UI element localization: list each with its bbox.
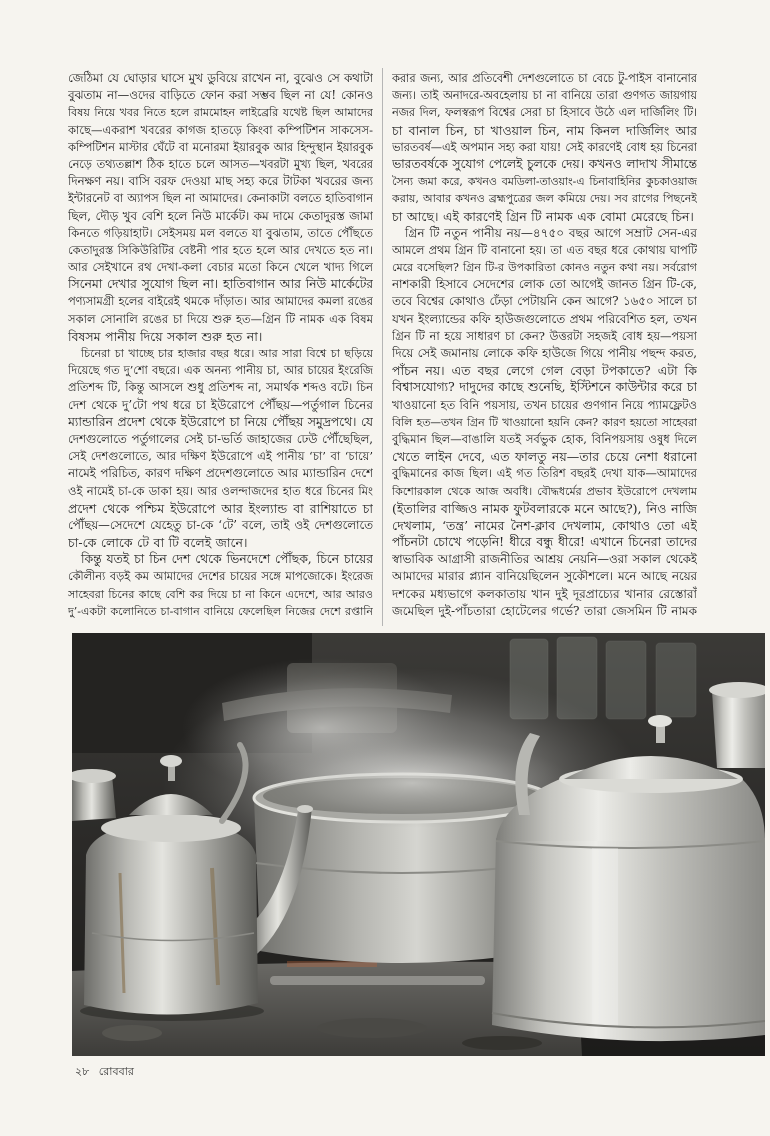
left-column-line: দিনক্ষণ নয়। বাসি বরফ দেওয়া মাছ সহ্য করে টাটকা খবরের জন্য — [68, 174, 373, 189]
left-column-line: জেঠিমা যে ঘোড়ার ঘাসে মুখ ডুবিয়ে রাখেন না, বুঝেও সে কথাটা — [68, 71, 373, 85]
right-column-line: বুদ্ধিমানের কাজ ছিল। এই গত তিরিশ বছরই দেখা যাক—আমাদের — [392, 466, 697, 481]
corner-pot-body — [712, 688, 765, 768]
right-column-line: দশকের মধ্যভাগে কলকাতায় খান দুই দূরপ্রাচ্যের খানার রেস্তোরাঁ — [392, 586, 697, 601]
right-column-line: খেতে লাইন দেবে, এত ফালতু নয়—তার চেয়ে নেশা ধরানো — [392, 449, 697, 465]
left-column-line: কিনতে গড়িয়াহাট। সেইসময় মল বলতে যা বুঝতাম, তাতে পৌঁছতে — [68, 225, 373, 240]
column-divider — [382, 68, 383, 626]
counter-stain — [462, 1036, 542, 1050]
can-body — [492, 838, 765, 1041]
left-column-line: সেই দেশগুলোতে, আর দক্ষিণ ইউরোপে এই পানীয় ‘চা’ বা ‘চায়ে’ — [68, 449, 373, 464]
right-column-line: নাশকারী হিসাবে সেদেশের লোক তো আগেই জানত গ্রিন টি-কে, — [392, 277, 697, 292]
left-column-line: ওই নামেই চা-কে ডাকা হয়। আর ওলন্দাজদের হাত ধরে চিনের মিং — [68, 483, 373, 498]
glass-jar — [606, 641, 646, 719]
left-column-line: আর সেইখানে রথ দেখা-কলা বেচার মতো কিনে খেলে খাদ্য গিলে — [68, 260, 373, 275]
left-column-line: ছিল, দৌড় খুব বেশি হলে নিউ মার্কেট। কম দামে কেতাদুরস্ত জামা — [68, 208, 373, 223]
right-column-line: দেখলাম, ‘তন্ত্র’ নামের নৈশ-ক্লাব দেখলাম, কোথাও তো এই — [392, 517, 697, 533]
left-column-line: নামেই পরিচিত, কারণ দক্ষিণ প্রদেশগুলোতে আর ম্যান্ডারিন দেশে — [68, 466, 373, 481]
right-column-line: গ্রিন টি নতুন পানীয় নয়—৪৭৫০ বছর আগে সম্রাট সেন-এর — [405, 225, 697, 240]
right-column-line: তবে বিশ্বের কোথাও ঢেঁড়া পেটায়নি কেন আগে? ১৬৫০ সালে চা — [392, 294, 697, 309]
right-column-line: দিয়ে সেই জমানায় লোকে কফি হাউজে গিয়ে পানীয় পছন্দ করত, — [392, 346, 697, 360]
right-column-line: স্বাভাবিক আগ্রাসী রাজনীতির আশ্রয় নেয়নি—ওরা সকাল থেকেই — [392, 552, 697, 567]
right-column-line: আমাদের মারার প্ল্যান বানিয়েছিলেন সুকৌশলে। মনে আছে নয়ের — [392, 569, 697, 584]
left-column-line: পণ্যসামগ্রী হলের বাইরেই থমকে দাঁড়াত। আর আমাদের কমলা রঙের — [68, 295, 373, 309]
right-column-line: করার জন্য, আর প্রতিবেশী দেশগুলোতে চা বেচে টু-পাইস বানানোর — [392, 72, 697, 85]
left-column-line: দেশ থেকে দু’টো পথ ধরে চা ইউরোপে পৌঁছয়—পর্তুগাল চিনের — [68, 397, 373, 412]
kettle-shoulder — [101, 814, 241, 842]
right-column-line: পাঁচনটা চোখে পড়েনি! ধীরে বন্ধু ধীরে! এখানে চিনেরা তাদের — [392, 535, 697, 550]
magazine-name: রোববার — [98, 1065, 134, 1078]
left-column-line: কৌলীন্য বড়ই কম আমাদের দেশের চায়ের সঙ্গে মাপজোকে। ইংরেজ — [68, 570, 373, 584]
right-column-line: আমলে প্রথম গ্রিন টি বানানো হয়। তা এত বছর ধরে কোথায় ঘাপটি — [392, 243, 697, 257]
metal-rod — [270, 976, 485, 985]
right-column-line: চা বানাল চিন, চা খাওয়াল চিন, নাম কিনল দার্জিলিং আর — [392, 122, 697, 138]
left-column-line: ম্যান্ডারিন প্রদেশ থেকে ইউরোপে চা নিয়ে পৌঁছয় সমুদ্রপথে। যে — [68, 414, 373, 429]
right-column-line: নজর দিল, ফলস্বরূপ বিশ্বের সেরা চা হিসাবে উঠে এল দার্জিলিং টি। — [392, 106, 697, 120]
left-column-line: দু’-একটা কলোনিতে চা-বাগান বানিয়ে ফেলেছিল নিজের দেশে রপ্তানি — [68, 604, 373, 618]
right-column-line: বুদ্ধিমান ছিল—বাঙালি যতই সর্বভুক হোক, বিনিপয়সায় ওষুধ দিলে — [392, 431, 697, 446]
right-column-line: ভারতবর্ষকে সুযোগ পেলেই চুলকে দেয়। কখনও লাদাখ সীমান্তে — [392, 156, 697, 171]
left-column-line: সিনেমা দেখার সুযোগ ছিল না। হাতিবাগান আর নিউ মার্কেটের — [68, 277, 373, 292]
right-column-line: ভারতবর্ষ—এই অপমান সহ্য করা যায়! সেই কারণেই বোধ হয় চিনেরা — [392, 140, 697, 154]
kettle-spout-tip — [297, 805, 313, 813]
corner-pot — [709, 682, 765, 768]
left-column-line: ইন্টারনেট বা অ্যাপস ছিল না আমাদের। কেনাকাটা বলতে হাতিবাগান — [68, 192, 373, 206]
left-column-line: কিন্তু যতই চা চিন দেশ থেকে ভিনদেশে পৌঁছক, চিনে চায়ের — [81, 552, 373, 567]
right-column-line: খাওয়ানো হত বিনি পয়সায়, তখন চায়ের গুণগান নিয়ে প্যামফ্লেটও — [392, 397, 697, 412]
left-text-column — [68, 70, 373, 620]
left-column-line: প্রতিশব্দ টি, কিন্তু আসলে শুধু প্রতিশব্দ না, সমার্থক শব্দও বটে। চিন — [68, 380, 373, 395]
left-column-line: দেশগুলোতে পর্তুগালের সেই চা-ভর্তি জাহাজের ঢেউ পৌঁছেছিল, — [68, 431, 373, 446]
tea-kettles-photo — [72, 633, 765, 1056]
left-column-line: নেড়ে তথ্যতল্লাশ ঠিক হাতে চলে আসত—খবরটা মুখ্য ছিল, খবরের — [68, 157, 373, 171]
left-column-line: বুঝতাম না—ওদের বাড়িতে ফোন করা সম্ভব ছিল না যে! কোনও — [68, 88, 373, 103]
small-kettle — [72, 769, 116, 821]
left-column-line: কম্পিটিশন মাস্টার ঘেঁটে বা মনোরমা ইয়ারবুক আর হিন্দুস্থান ইয়ারবুক — [68, 140, 373, 154]
can-knob — [648, 715, 672, 727]
can-highlight — [592, 848, 618, 1028]
right-column-line: জমেছিল দুই-পাঁচতারা হোটেলের গর্ভে? তারা জেসমিন টি নামক — [392, 603, 697, 618]
counter-stain — [102, 1025, 162, 1041]
right-column-line: (ইতালির বাজ্জিও নামক ফুটবলারকে মনে আছে?), নিও নাজি — [392, 500, 697, 516]
left-column-line: পৌঁছয়—সেদেশে যেহেতু চা-কে ‘টে’ বলে, তাই ওই দেশগুলোতে — [68, 517, 373, 532]
left-column-line: সকাল সোনালি রঙের চা দিয়ে শুরু হত—গ্রিন টি নামক এক বিষম — [68, 311, 373, 326]
right-column-line: জন্য। তাই অনাদরে-অবহেলায় চা না বানিয়ে তারা গুণগত জায়গায় — [392, 89, 697, 103]
left-column-line: বিষয় নিয়ে খবর নিতে হলে রামমোহন লাইব্রেরি যথেষ্ট ছিল আমাদের — [68, 106, 373, 120]
kettle-knob — [160, 755, 182, 767]
right-text-column — [392, 70, 697, 620]
right-column-line: মেরে বসেছিল? গ্রিন টি-র উপকারিতা কোনও নতুন কথা নয়। সর্বরোগ — [392, 261, 697, 275]
right-column-line: করায়, আবার কখনও ব্রহ্মপুত্রের জল কমিয়ে দেয়। সব রাগের পিছনেই — [392, 192, 697, 206]
kettle-body — [84, 825, 258, 1015]
left-column-line: দিয়েছে গত দু’শো বছরে। এক অনন্য পানীয় চা, আর চায়ের ইংরেজি — [68, 364, 373, 378]
glass-jar — [656, 643, 696, 717]
right-column-line: বিলি হত—তখন গ্রিন টি খাওয়ানো হয়নি কেন? কারণ হয়তো সাহেবরা — [392, 415, 697, 429]
right-column-line: যখন ইংল্যান্ডের কফি হাউজগুলোতে প্রথম পরিবেশিত হল, তখন — [392, 311, 697, 326]
right-column-line: চা আছে। এই কারণেই গ্রিন টি নামক এক বোমা মেরেছে চিন। — [392, 208, 694, 224]
right-column-line: বিশ্বাসযোগ্য? দাদুদের কাছে শুনেছি, ইস্টিশনে কাউন্টার করে চা — [392, 380, 697, 395]
right-column-line: গ্রিন টি না হয়ে সাধারণ চা কেন? উত্তরটা সহজই বোধ হয়—পয়সা — [392, 328, 697, 343]
left-column-line: কাছে—একরাশ খবরের কাগজ হাতড়ে কিংবা কম্পিটিশন সাকসেস- — [68, 122, 373, 137]
counter-stain — [317, 1018, 427, 1038]
right-column-line: পাঁচন নয়। এত বছর লেগে গেল বেড়া টপকাতে? এটা কি — [392, 363, 697, 379]
page-number: ২৮ — [75, 1065, 90, 1078]
left-column-line: কেতাদুরস্ত সিকিউরিটির বেষ্টনী পার হতে হলে আর দেখতে হত না। — [68, 242, 373, 257]
right-column-line: কিশোরকাল থেকে আজ অবধি। বৌদ্ধধর্মের প্রভাব ইউরোপে দেখলাম — [392, 484, 697, 498]
left-column-line: বিষসম পানীয় দিয়ে সকাল শুরু হত না। — [68, 328, 263, 344]
left-column-line: চিনেরা চা খাচ্ছে চার হাজার বছর ধরে। আর সারা বিশ্বে চা ছড়িয়ে — [81, 347, 373, 360]
right-column-line: সৈন্য জমা করে, কখনও বমডিলা-তাওয়াং-এ চিনাবাহিনির কুচকাওয়াজ — [392, 175, 697, 189]
page-footer — [75, 1064, 140, 1080]
left-column-line: সাহেবরা চিনের কাছে বেশি কর দিয়ে চা না কিনে এদেশে, আর আরও — [68, 587, 373, 601]
left-column-line: চা-কে লোকে টে বা টি বলেই জানে। — [68, 535, 248, 551]
left-column-line: প্রদেশ থেকে পশ্চিম ইউরোপে আর ইংল্যান্ড বা রাশিয়াতে চা — [68, 500, 373, 516]
